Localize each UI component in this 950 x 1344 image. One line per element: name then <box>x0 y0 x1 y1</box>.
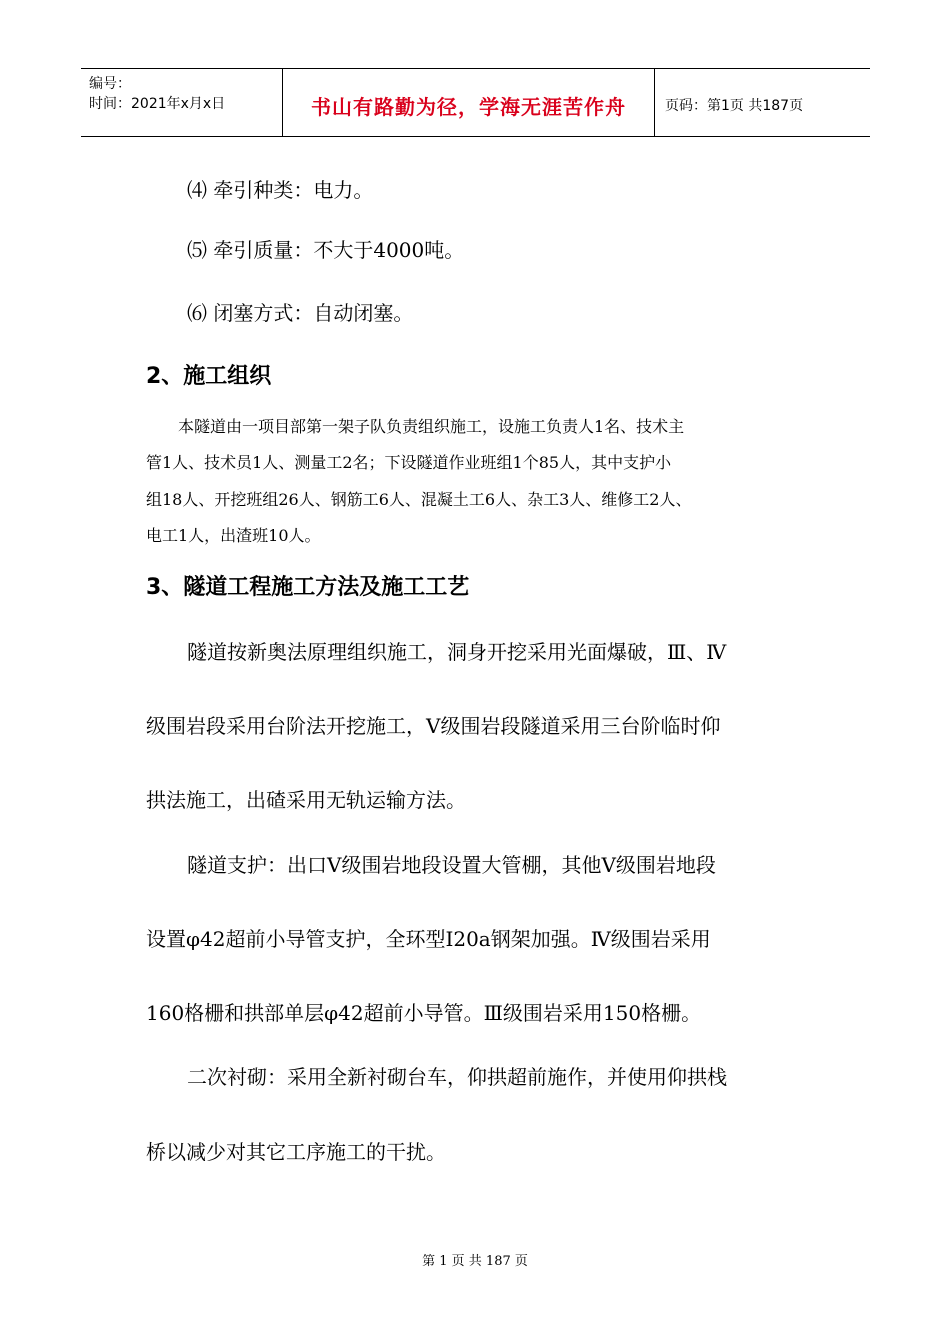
paragraph-line: 隧道支护：出口Ⅴ级围岩地段设置大管棚，其他Ⅴ级围岩地段 <box>187 853 716 877</box>
paragraph-line: 设置φ42超前小导管支护，全环型I20a钢架加强。Ⅳ级围岩采用 <box>146 927 711 951</box>
paragraph-line: 本隧道由一项目部第一架子队负责组织施工，设施工负责人1名、技术主 <box>178 417 685 436</box>
header-center-cell <box>283 69 655 136</box>
header-right-cell <box>655 69 870 136</box>
item-traction-mass: ⑸ 牵引质量：不大于4000吨。 <box>187 238 465 262</box>
section-heading-methods: 3、隧道工程施工方法及施工工艺 <box>146 575 470 600</box>
paragraph-line: 隧道按新奥法原理组织施工，洞身开挖采用光面爆破，Ⅲ、Ⅳ <box>187 640 727 664</box>
paragraph-line: 电工1人，出渣班10人。 <box>146 526 321 545</box>
paragraph-line: 桥以减少对其它工序施工的干扰。 <box>146 1140 446 1164</box>
paragraph-line: 160格栅和拱部单层φ42超前小导管。Ⅲ级围岩采用150格栅。 <box>146 1001 702 1025</box>
document-header <box>81 68 870 137</box>
section-heading-organization: 2、施工组织 <box>146 364 272 389</box>
paragraph-line: 级围岩段采用台阶法开挖施工，Ⅴ级围岩段隧道采用三台阶临时仰 <box>146 714 721 738</box>
page-footer: 第 1 页 共 187 页 <box>422 1254 528 1269</box>
document-date: 时间：2021年x月x日 <box>89 96 226 112</box>
paragraph-line: 二次衬砌：采用全新衬砌台车，仰拱超前施作，并使用仰拱栈 <box>187 1065 727 1089</box>
header-left-cell <box>81 69 283 136</box>
document-number: 编号： <box>89 76 131 92</box>
paragraph-line: 拱法施工，出碴采用无轨运输方法。 <box>146 788 466 812</box>
item-traction-type: ⑷ 牵引种类：电力。 <box>187 178 374 202</box>
item-block-system: ⑹ 闭塞方式：自动闭塞。 <box>187 301 414 325</box>
header-motto: 书山有路勤为径，学海无涯苦作舟 <box>311 95 626 119</box>
paragraph-line: 组18人、开挖班组26人、钢筋工6人、混凝土工6人、杂工3人、维修工2人、 <box>146 490 692 509</box>
paragraph-line: 管1人、技术员1人、测量工2名；下设隧道作业班组1个85人，其中支护小 <box>146 453 672 472</box>
header-page-info: 页码：第1页 共187页 <box>665 98 804 114</box>
